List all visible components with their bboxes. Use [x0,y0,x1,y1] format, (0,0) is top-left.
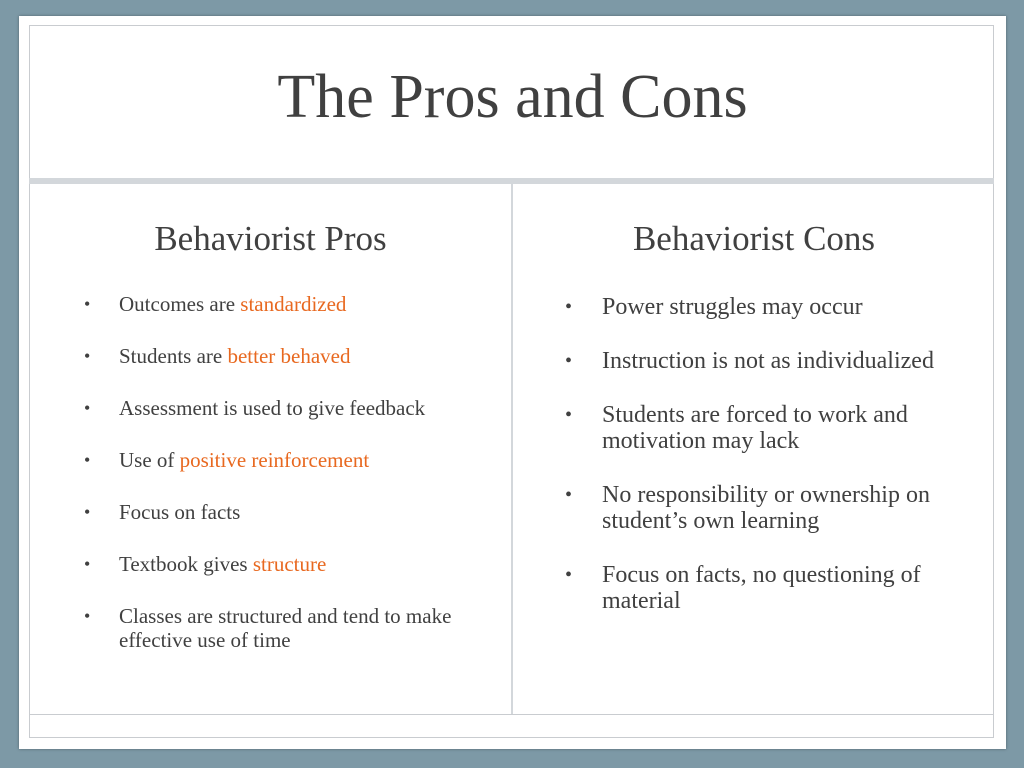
cons-item-text: Instruction is not as individualized [602,348,934,374]
pros-item-highlight: positive reinforcement [179,448,370,472]
pros-item [119,292,459,316]
cons-item [602,482,942,534]
slide [19,16,1006,749]
pros-item-text: Outcomes are [119,292,241,316]
pros-item-highlight: better behaved [227,344,351,368]
cons-heading: Behaviorist Cons [632,219,876,258]
pros-item [119,448,459,472]
cons-item [602,294,942,320]
cons-item-text: No responsibility or ownership on student’s own learning [602,482,930,534]
pros-item-text: Assessment is used to give feedback [119,396,426,420]
pros-item [119,344,459,368]
cons-item-text: Focus on facts, no questioning of material [602,562,921,614]
pros-item [119,500,459,524]
pros-heading: Behaviorist Pros [154,219,387,258]
column-divider [511,184,513,714]
pros-item-highlight: standardized [240,292,347,316]
pros-item-text: Classes are structured and tend to make effective use of time [119,604,452,652]
slide-title: The Pros and Cons [277,63,748,131]
pros-item-text: Use of [119,448,180,472]
cons-item-text: Power struggles may occur [602,294,863,320]
bottom-divider [29,714,994,715]
pros-item [119,396,459,420]
pros-item-text: Textbook gives [119,552,253,576]
cons-item [602,348,942,374]
pros-item [119,604,459,652]
pros-item-text: Focus on facts [119,500,241,524]
pros-item-highlight: structure [252,552,327,576]
pros-item [119,552,459,576]
cons-item [602,562,942,614]
cons-list [602,294,942,642]
pros-list [119,292,459,680]
cons-item [602,402,942,454]
cons-item-text: Students are forced to work and motivation may lack [602,402,908,454]
pros-item-text: Students are [119,344,228,368]
